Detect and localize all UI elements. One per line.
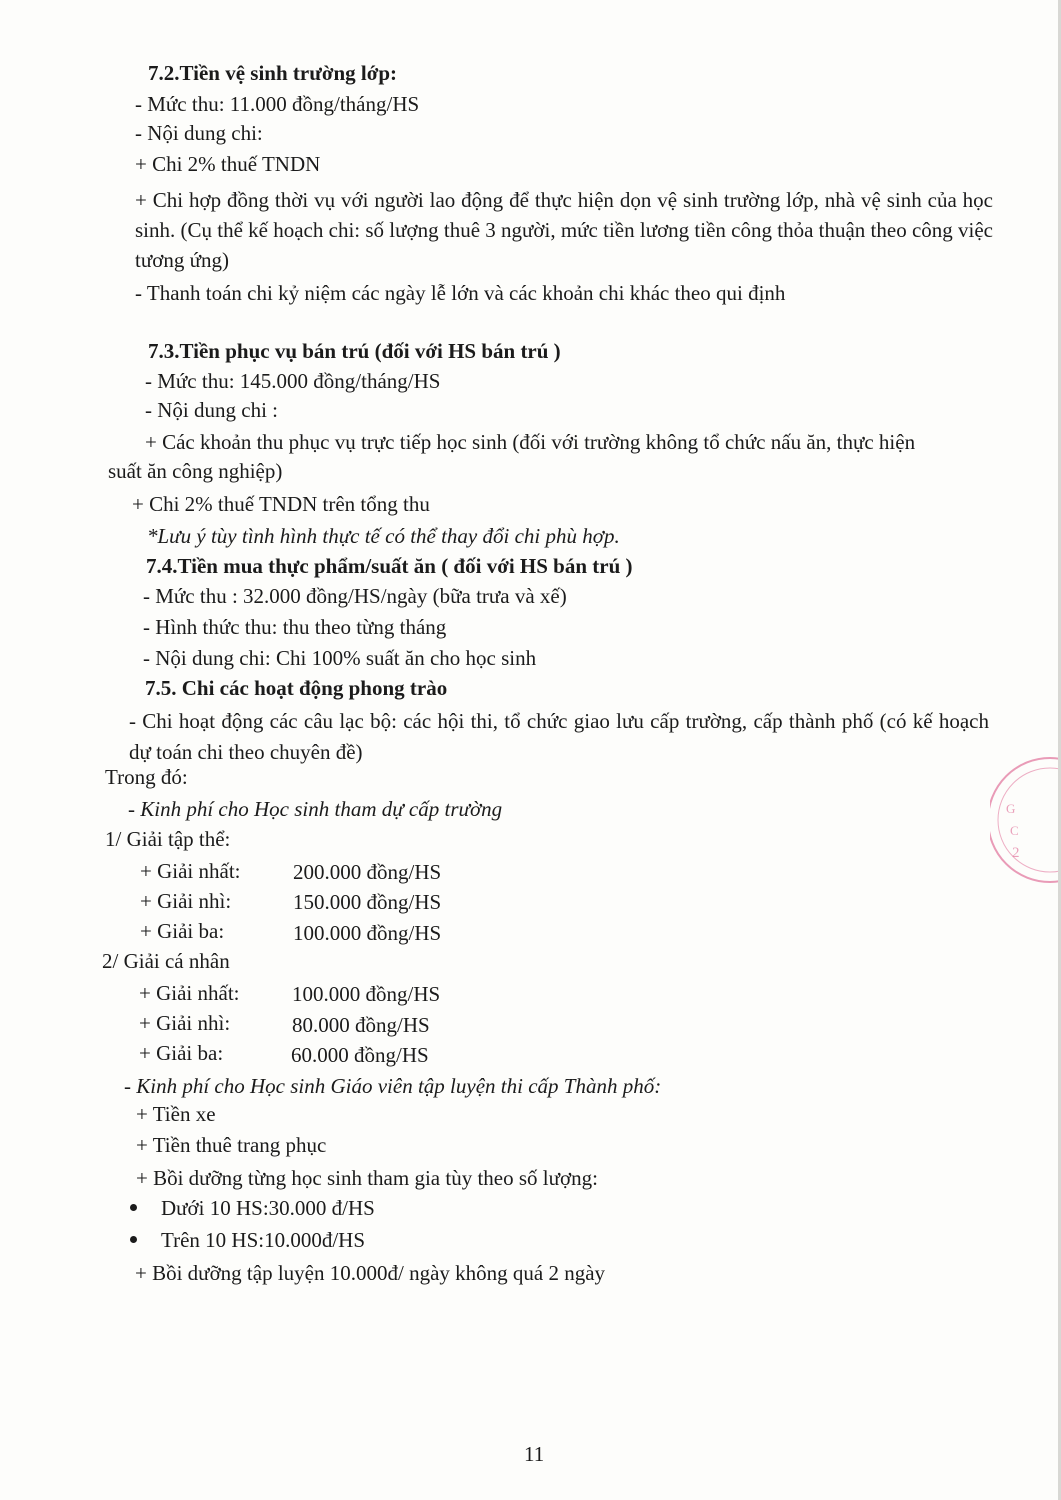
s74-content: - Nội dung chi: Chi 100% suất ăn cho học sinh xyxy=(143,646,537,670)
team-prize-amount: 150.000 đồng/HS xyxy=(293,890,442,914)
individual-prize-amount: 60.000 đồng/HS xyxy=(291,1043,429,1067)
s73-direct: + Các khoản thu phục vụ trực tiếp học sinh (đối với trường không tổ chức nấu ăn, thực hiện xyxy=(145,430,916,454)
s73-content-label: - Nội dung chi : xyxy=(145,398,278,422)
individual-prize-amount: 80.000 đồng/HS xyxy=(292,1013,430,1037)
individual-prize-label: 2/ Giải cá nhân xyxy=(102,949,230,973)
individual-prize-amount: 100.000 đồng/HS xyxy=(292,982,441,1006)
bullet-item: Trên 10 HS:10.000đ/HS xyxy=(161,1228,366,1252)
bullet-dot xyxy=(130,1236,137,1243)
s72-payment: - Thanh toán chi kỷ niệm các ngày lễ lớn và các khoản chi khác theo qui định xyxy=(135,281,786,305)
section-7-3-title: 7.3.Tiền phục vụ bán trú (đối với HS bán trú ) xyxy=(148,339,561,363)
s75-costume: + Tiền thuê trang phục xyxy=(136,1133,327,1157)
s72-content-label: - Nội dung chi: xyxy=(135,121,263,145)
s75-clubs: - Chi hoạt động các câu lạc bộ: các hội thi, tổ chức giao lưu cấp trường, cấp thành phố (có kế hoạch dự toán chi theo chuyên đề) xyxy=(129,709,989,764)
s74-rate: - Mức thu : 32.000 đồng/HS/ngày (bữa trưa và xế) xyxy=(143,584,567,608)
svg-text:G: G xyxy=(1006,801,1016,816)
s75-allowance: + Bồi dưỡng từng học sinh tham gia tùy theo số lượng: xyxy=(136,1166,598,1190)
section-7-4-title: 7.4.Tiền mua thực phẩm/suất ăn ( đối với HS bán trú ) xyxy=(146,554,633,578)
s73-note: *Lưu ý tùy tình hình thực tế có thể thay đổi chi phù hợp. xyxy=(147,524,620,548)
s75-city-level-budget: - Kinh phí cho Học sinh Giáo viên tập luyện thi cấp Thành phố: xyxy=(124,1074,662,1098)
s75-transport: + Tiền xe xyxy=(136,1102,216,1126)
s72-rate: - Mức thu: 11.000 đồng/tháng/HS xyxy=(135,92,420,116)
bullet-item: Dưới 10 HS:30.000 đ/HS xyxy=(161,1196,375,1220)
individual-prize-name: + Giải ba: xyxy=(139,1041,224,1065)
team-prize-name: + Giải nhất: xyxy=(140,859,241,883)
svg-text:2: 2 xyxy=(1012,845,1020,861)
individual-prize-name: + Giải nhì: xyxy=(139,1011,231,1035)
individual-prize-name: + Giải nhất: xyxy=(139,981,240,1005)
team-prize-amount: 200.000 đồng/HS xyxy=(293,860,442,884)
s72-contract: + Chi hợp đồng thời vụ với người lao động để thực hiện dọn vệ sinh trường lớp, nhà vệ sinh của học sinh. (Cụ thể kế hoạch chi: số lượng thuê 3 người, mức tiền lương tiền công thỏa thuận theo công việc tương ứng) xyxy=(135,188,994,272)
svg-text:C: C xyxy=(1010,823,1019,838)
team-prize-amount: 100.000 đồng/HS xyxy=(293,921,442,945)
section-7-5-title: 7.5. Chi các hoạt động phong trào xyxy=(145,676,448,700)
s75-training-allowance: + Bồi dưỡng tập luyện 10.000đ/ ngày không quá 2 ngày xyxy=(135,1261,606,1285)
s73-direct-cont: suất ăn công nghiệp) xyxy=(108,459,283,483)
page-number: 11 xyxy=(524,1442,545,1466)
s74-method: - Hình thức thu: thu theo từng tháng xyxy=(143,615,447,639)
team-prize-label: 1/ Giải tập thể: xyxy=(105,827,231,851)
bullet-dot xyxy=(130,1204,137,1211)
s75-trong-do: Trong đó: xyxy=(105,765,188,789)
team-prize-name: + Giải ba: xyxy=(140,919,225,943)
team-prize-name: + Giải nhì: xyxy=(140,889,232,913)
s73-rate: - Mức thu: 145.000 đồng/tháng/HS xyxy=(145,369,441,393)
official-stamp-icon xyxy=(990,745,1061,895)
section-7-2-title: 7.2.Tiền vệ sinh trường lớp: xyxy=(148,61,398,85)
s73-tax: + Chi 2% thuế TNDN trên tổng thu xyxy=(132,492,430,516)
s75-school-level-budget: - Kinh phí cho Học sinh tham dự cấp trường xyxy=(128,797,503,821)
s72-tax: + Chi 2% thuế TNDN xyxy=(135,152,321,176)
